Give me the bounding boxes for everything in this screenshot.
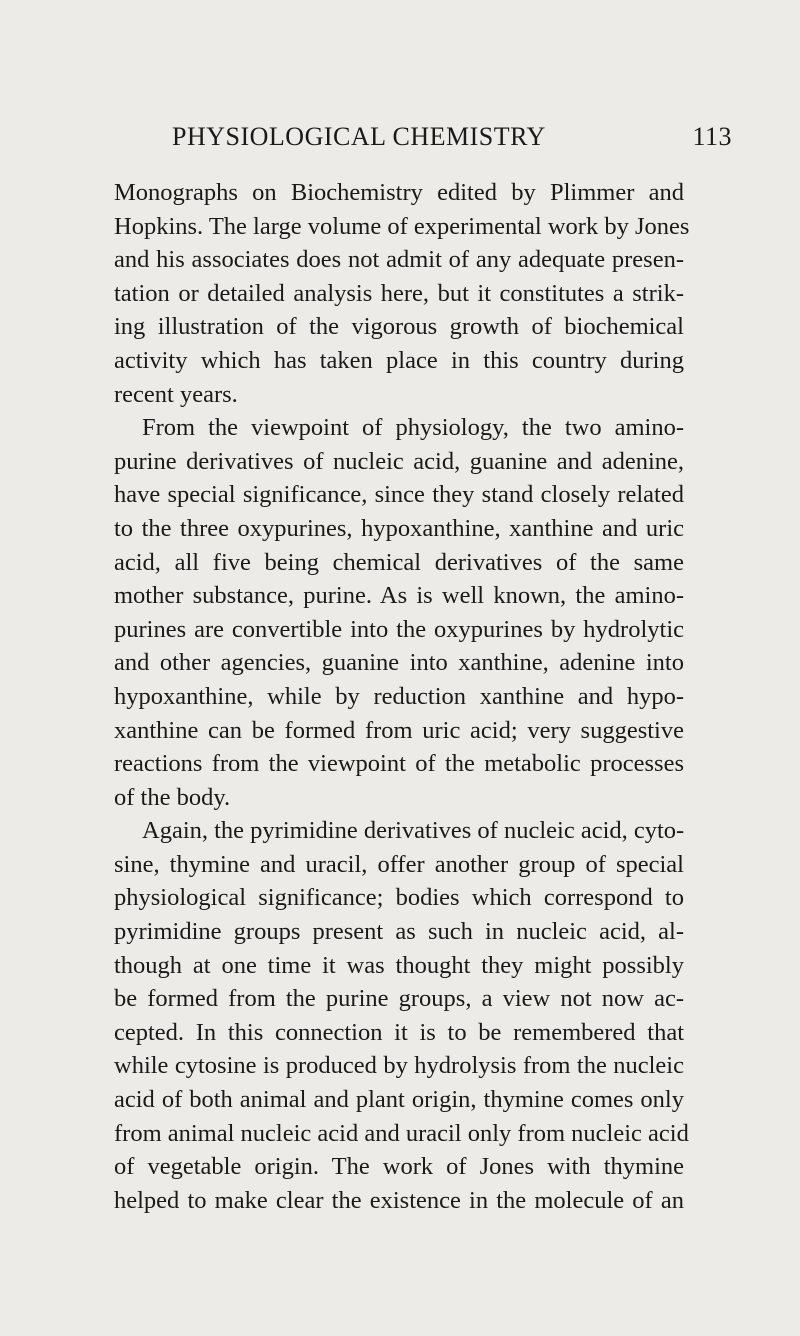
text-line: reactions from the viewpoint of the metabolic processes: [114, 750, 684, 778]
text-line: and other agencies, guanine into xanthine, adenine into: [114, 649, 684, 677]
body-text: [114, 176, 690, 1217]
text-line: have special significance, since they stand closely related: [114, 481, 684, 509]
text-line: be formed from the purine groups, a view not now ac-: [114, 985, 684, 1013]
text-line: though at one time it was thought they might possibly: [114, 951, 684, 979]
text-line: xanthine can be formed from uric acid; very suggestive: [114, 716, 684, 744]
text-line: Again, the pyrimidine derivatives of nucleic acid, cyto-: [142, 817, 685, 845]
text-line: Hopkins. The large volume of experimental work by Jones: [114, 212, 690, 240]
text-line: activity which has taken place in this country during: [114, 346, 684, 374]
text-line: From the viewpoint of physiology, the two amino-: [142, 414, 684, 442]
text-line: of vegetable origin. The work of Jones with thymine: [114, 1153, 684, 1181]
text-line: while cytosine is produced by hydrolysis from the nucleic: [114, 1052, 684, 1080]
text-line: physiological significance; bodies which correspond to: [114, 884, 684, 912]
text-line: ing illustration of the vigorous growth of biochemical: [114, 313, 684, 341]
text-line: mother substance, purine. As is well known, the amino-: [114, 582, 684, 610]
running-title: PHYSIOLOGICAL CHEMISTRY: [172, 122, 546, 151]
text-line: helped to make clear the existence in the molecule of an: [114, 1186, 684, 1214]
text-line: purine derivatives of nucleic acid, guanine and adenine,: [114, 447, 684, 475]
text-line: of the body.: [114, 783, 231, 811]
text-line: cepted. In this connection it is to be remembered that: [114, 1018, 684, 1046]
text-line: hypoxanthine, while by reduction xanthine and hypo-: [114, 682, 684, 710]
text-line: recent years.: [114, 380, 238, 408]
text-line: purines are convertible into the oxypurines by hydrolytic: [114, 615, 684, 643]
text-line: and his associates does not admit of any adequate presen-: [114, 246, 684, 274]
text-line: from animal nucleic acid and uracil only from nucleic acid: [114, 1119, 689, 1147]
text-line: tation or detailed analysis here, but it constitutes a strik-: [114, 279, 684, 307]
page-number: 113: [692, 122, 732, 151]
running-head: [172, 122, 732, 158]
text-line: acid, all five being chemical derivatives of the same: [114, 548, 684, 576]
text-line: pyrimidine groups present as such in nucleic acid, al-: [114, 918, 684, 946]
text-line: to the three oxypurines, hypoxanthine, xanthine and uric: [114, 514, 684, 542]
text-line: sine, thymine and uracil, offer another group of special: [114, 850, 684, 878]
text-line: Monographs on Biochemistry edited by Plimmer and: [114, 179, 684, 206]
text-line: acid of both animal and plant origin, thymine comes only: [114, 1086, 684, 1114]
